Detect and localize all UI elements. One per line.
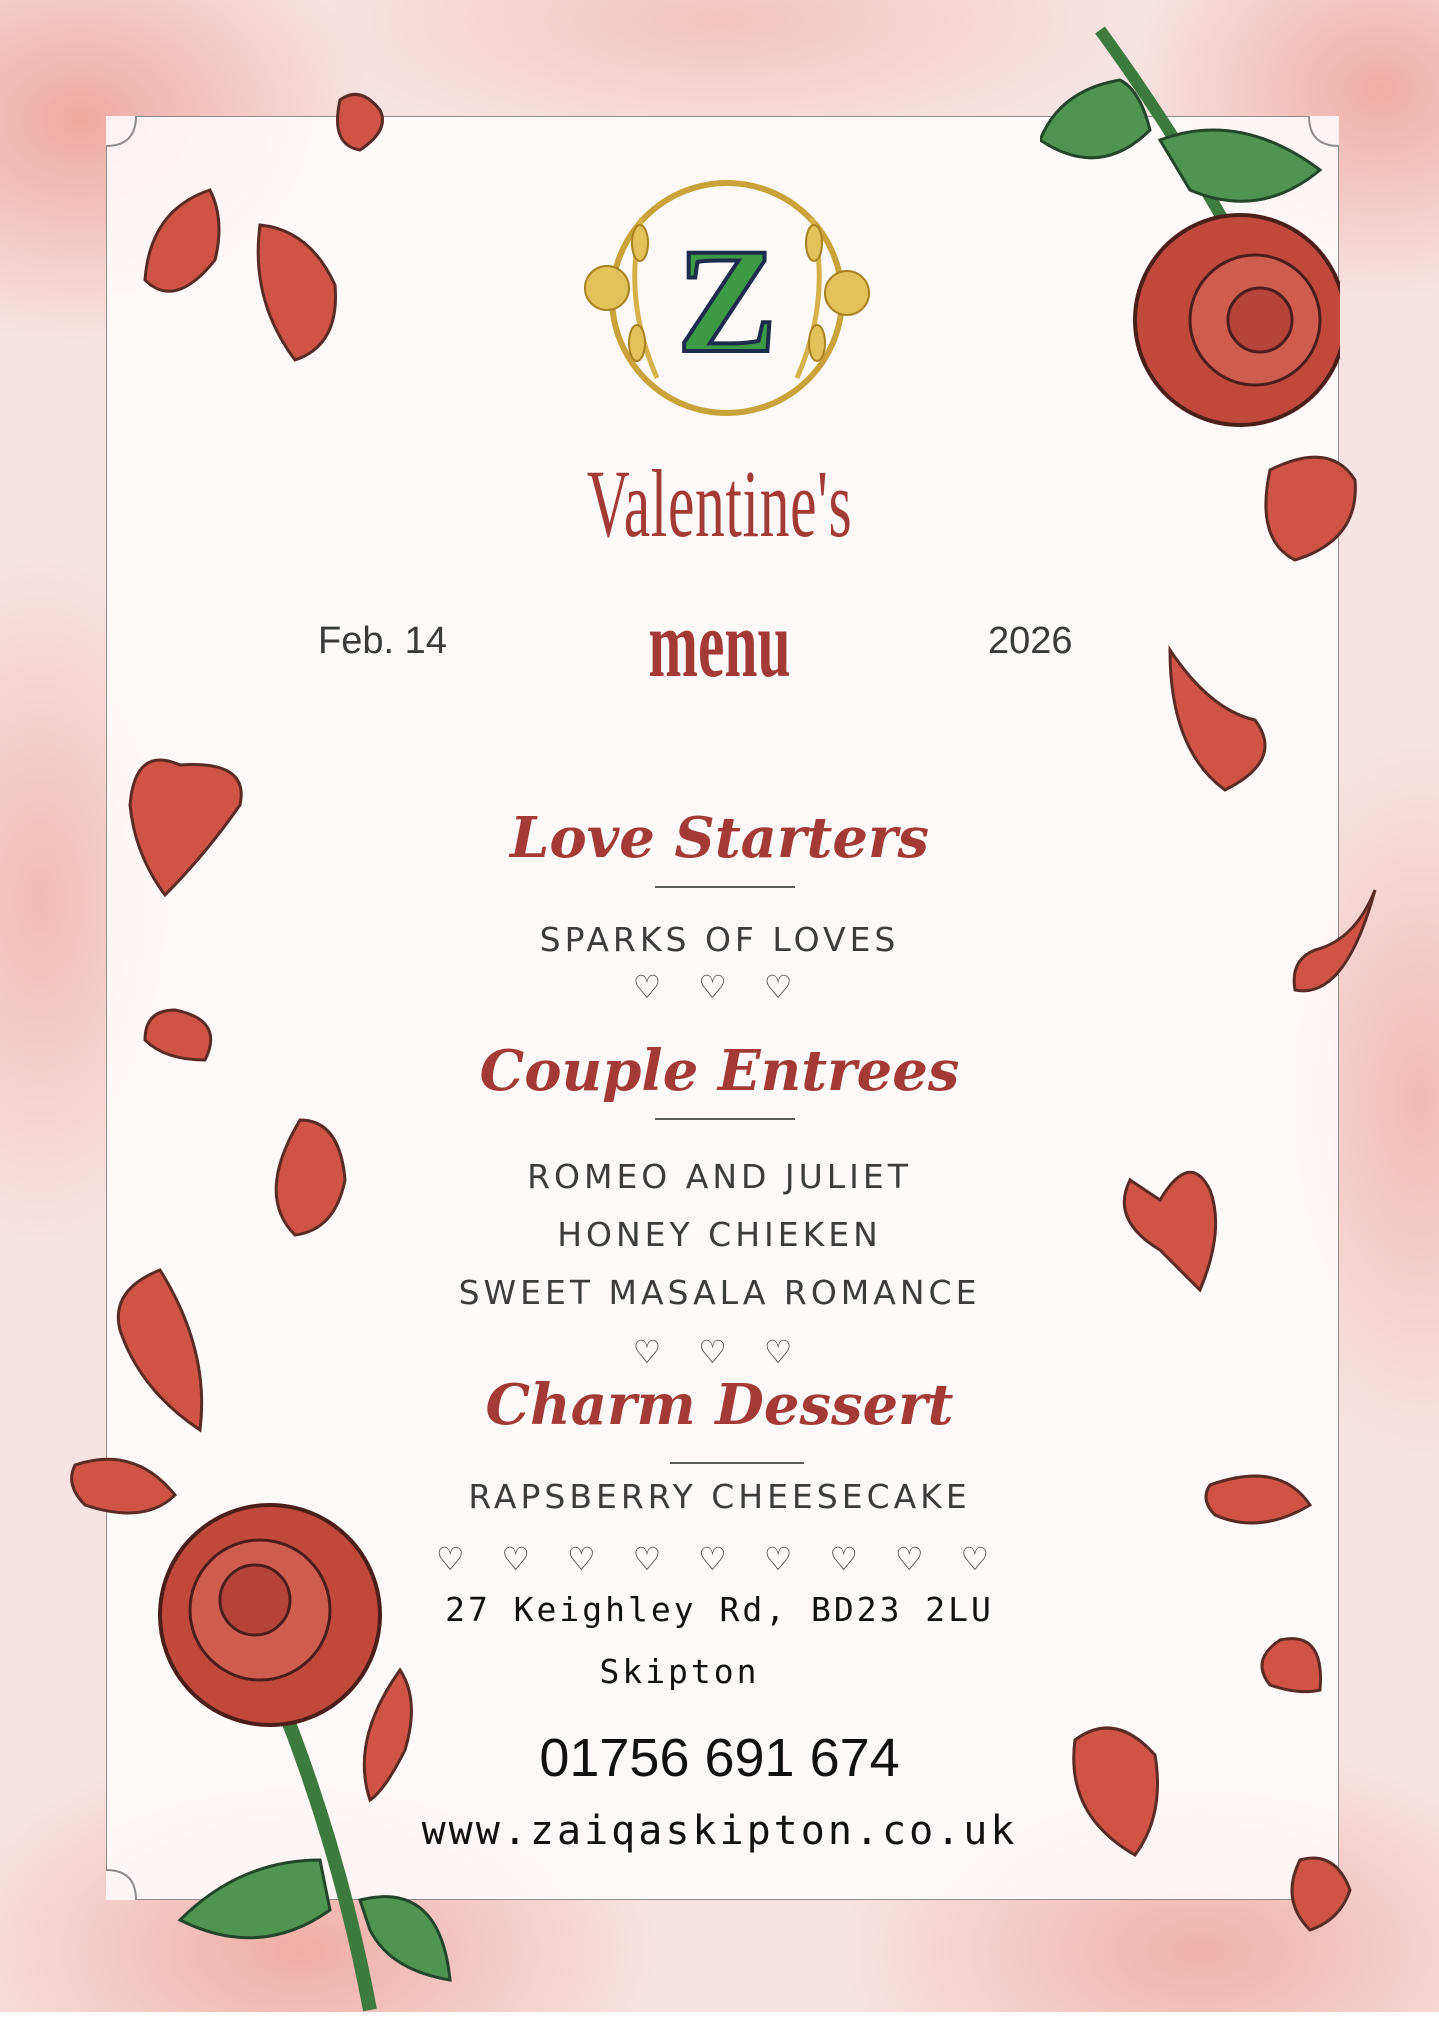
section-divider [655,1118,795,1120]
menu-item: SPARKS OF LOVES [539,920,900,959]
title-valentines: Valentine's [586,450,853,557]
title-menu: menu [648,590,791,697]
address-line2: Skipton [599,1652,760,1691]
menu-item: HONEY CHIEKEN [557,1215,882,1254]
hearts-divider: ♡ ♡ ♡ [632,969,807,1005]
address-line1: 27 Keighley Rd, BD23 2LU [445,1590,994,1629]
section-divider [670,1462,804,1464]
date-left: Feb. 14 [318,620,447,662]
section-title-starters: Love Starters [509,805,929,871]
menu-item: ROMEO AND JULIET [527,1157,912,1196]
hearts-divider: ♡ ♡ ♡ [632,1334,807,1370]
section-title-dessert: Charm Dessert [485,1372,954,1438]
menu-item: RAPSBERRY CHEESECAKE [468,1477,971,1516]
website-link[interactable]: www.zaiqaskipton.co.uk [421,1808,1018,1854]
date-right: 2026 [988,620,1073,662]
section-title-entrees: Couple Entrees [479,1038,960,1104]
phone-number: 01756 691 674 [539,1728,900,1788]
rose-top-right-icon [1040,20,1340,440]
section-divider [655,886,795,888]
menu-item: SWEET MASALA ROMANCE [458,1273,981,1312]
logo-letter: Z [676,218,778,384]
hearts-divider: ♡ ♡ ♡ ♡ ♡ ♡ ♡ ♡ ♡ [435,1541,1004,1577]
